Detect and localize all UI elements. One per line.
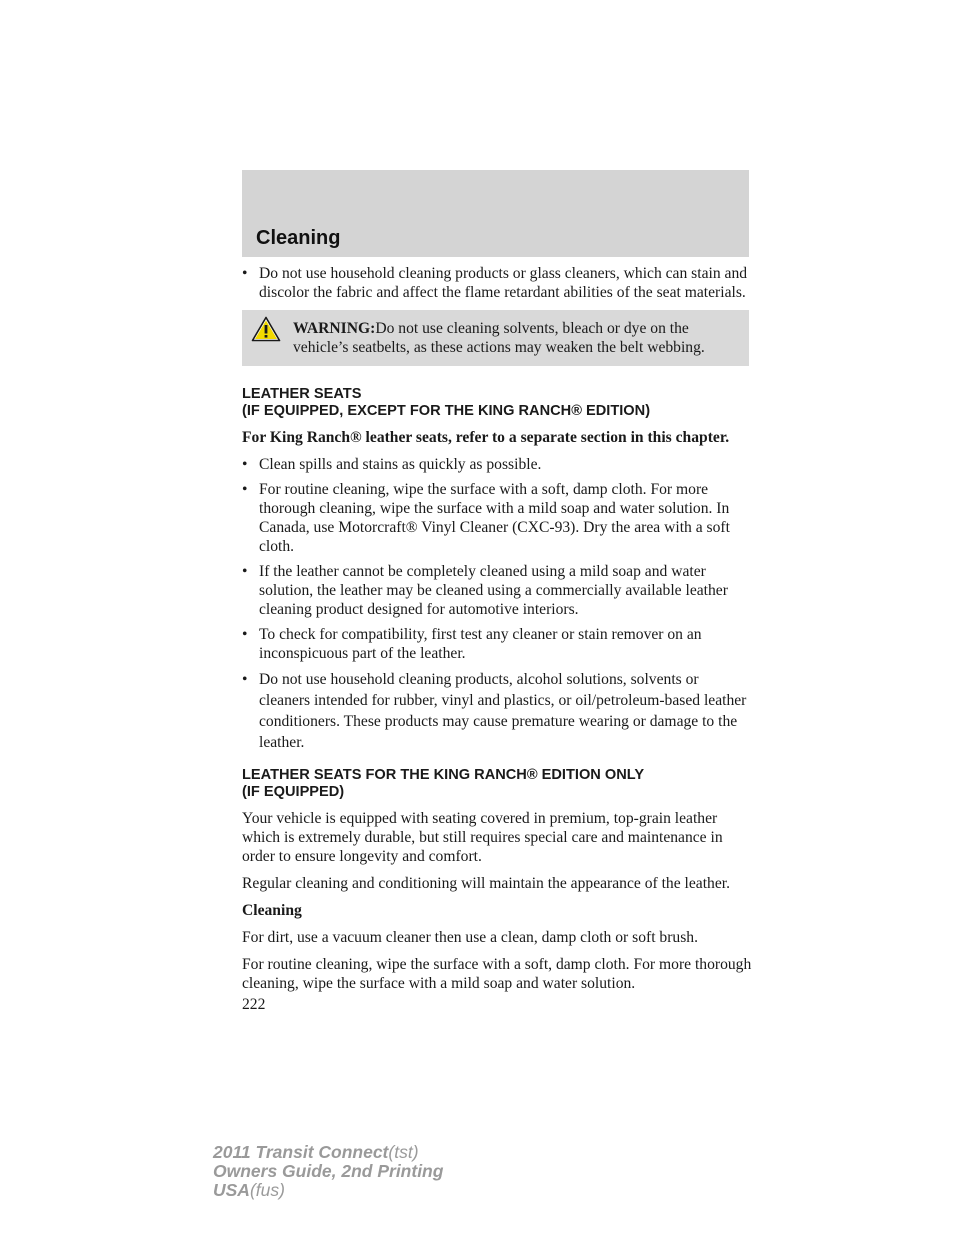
- page-number: 222: [242, 996, 266, 1013]
- warning-text: Do not use cleaning solvents, bleach or dye on the: [375, 320, 689, 337]
- list-item: • Do not use household cleaning products or glass cleaners, which can stain and discolor the fabric and affect the flame retardant abilities of the seat materials.: [242, 265, 748, 301]
- warning-text-continued: vehicle’s seatbelts, as these actions may weaken the belt webbing.: [293, 339, 705, 356]
- paragraph: For routine cleaning, wipe the surface with a soft, damp cloth. For more thorough cleaning, wipe the surface with a mild soap and water solution.: [242, 956, 752, 992]
- page-content: [242, 264, 752, 1014]
- king-ranch-heading: LEATHER SEATS FOR THE KING RANCH® EDITION ONLY (IF EQUIPPED): [242, 767, 645, 800]
- warning-triangle-icon: [251, 316, 281, 342]
- paragraph: For dirt, use a vacuum cleaner then use a clean, damp cloth or soft brush.: [242, 929, 698, 946]
- bullet-icon: •: [242, 265, 248, 282]
- paragraph: Your vehicle is equipped with seating covered in premium, top-grain leather which is extremely durable, but still requires special care and maintenance in order to ensure longevity and comfort.: [242, 810, 723, 865]
- section-header-band: [242, 170, 749, 257]
- bullet-icon: •: [242, 671, 248, 688]
- bullet-icon: •: [242, 456, 248, 473]
- bullet-icon: •: [242, 626, 248, 643]
- bullet-icon: •: [242, 563, 248, 580]
- bullet-icon: •: [242, 481, 248, 498]
- paragraph: Regular cleaning and conditioning will maintain the appearance of the leather.: [242, 875, 730, 892]
- list-item: • Clean spills and stains as quickly as possible.: [242, 456, 542, 473]
- leather-seats-heading: LEATHER SEATS (IF EQUIPPED, EXCEPT FOR THE KING RANCH® EDITION): [242, 386, 651, 419]
- king-ranch-note: For King Ranch® leather seats, refer to a separate section in this chapter.: [242, 429, 730, 446]
- document-footer: 2011 Transit Connect(tst) Owners Guide, 2nd Printing USA(fus): [213, 1142, 444, 1200]
- warning-label: WARNING:: [293, 320, 376, 337]
- cleaning-subheading: Cleaning: [242, 902, 302, 919]
- section-title: Cleaning: [256, 227, 341, 249]
- list-item: • For routine cleaning, wipe the surface with a soft, damp cloth. For more thorough cleaning, wipe the surface with a mild soap and water solution. In Canada, use Motorcraft® Vinyl Cleaner (CXC-93). Dry the area with a soft cloth.: [242, 481, 730, 555]
- warning-box: [242, 310, 749, 366]
- list-item: • If the leather cannot be completely cleaned using a mild soap and water solution, the leather may be cleaned using a commercially available leather cleaning product designed for automotive interiors.: [242, 563, 728, 618]
- list-item: • Do not use household cleaning products, alcohol solutions, solvents or cleaners intended for rubber, vinyl and plastics, or oil/petroleum-based leather conditioners. These products may cause premature wearing or damage to the leather.: [242, 671, 747, 751]
- list-item: • To check for compatibility, first test any cleaner or stain remover on an inconspicuous part of the leather.: [242, 626, 702, 662]
